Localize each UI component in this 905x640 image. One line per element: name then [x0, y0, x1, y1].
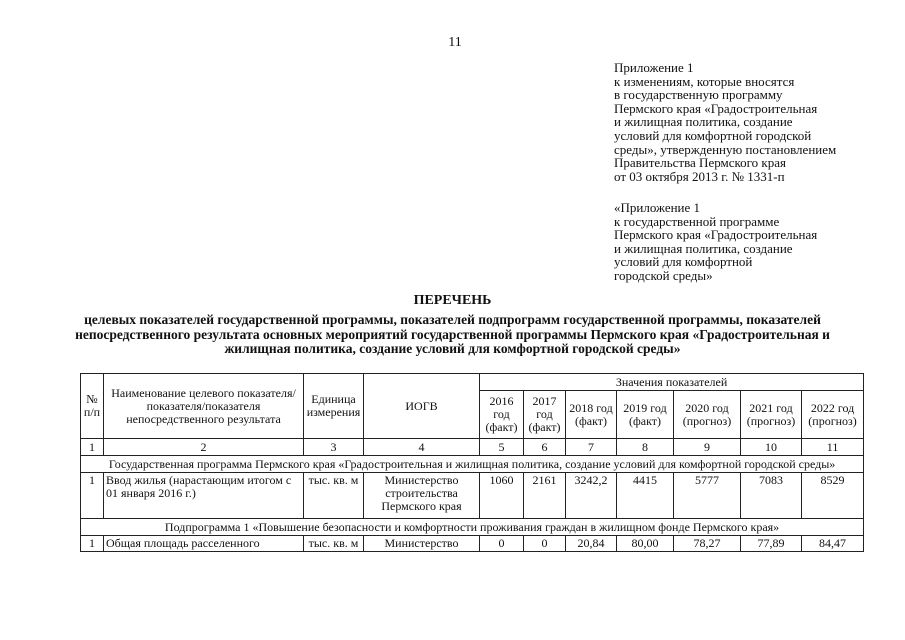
column-index: 2: [104, 439, 304, 456]
row-value: 80,00: [617, 536, 674, 552]
section-title: Государственная программа Пермского края «Градостроительная и жилищная политика, создание условий для комфортной городской среды»: [81, 456, 864, 473]
appendix-program-note: «Приложение 1 к государственной программе Пермского края «Градостроительная и жилищная политика, создание условий для комфортной городской среды»: [614, 200, 818, 283]
row-value: 3242,2: [566, 473, 617, 519]
row-value: 5777: [674, 473, 741, 519]
row-value: 20,84: [566, 536, 617, 552]
row-value: 7083: [741, 473, 802, 519]
row-value: 8529: [802, 473, 864, 519]
header-year: 2021 год (прогноз): [741, 391, 802, 439]
column-index: 11: [802, 439, 864, 456]
row-indicator-name: Общая площадь расселенного: [104, 536, 304, 552]
row-value: 1060: [480, 473, 524, 519]
header-values-group: Значения показателей: [480, 374, 864, 391]
column-index: 10: [741, 439, 802, 456]
column-index: 1: [81, 439, 104, 456]
row-unit: тыс. кв. м: [304, 536, 364, 552]
column-index: 9: [674, 439, 741, 456]
document-title: ПЕРЕЧЕНЬ: [413, 293, 492, 308]
header-unit: Единица измерения: [304, 374, 364, 439]
row-iogv: Министерство: [364, 536, 480, 552]
table-header-row: [81, 374, 864, 391]
appendix-amendment-note: Приложение 1 к изменениям, которые вносятся в государственную программу Пермского края «Градостроительная и жилищная политика, создание условий для комфортной городской среды», утвержденную постановлением Правительства Пермского края от 03 октября 2013 г. № 1331-п: [614, 60, 837, 184]
row-value: 4415: [617, 473, 674, 519]
document-subtitle: целевых показателей государственной программы, показателей подпрограмм государственной программы, показателей непосредственного результата основных мероприятий государственной программы Пермского края «Градостроительная и жилищная политика, создание условий для комфортной городской среды»: [75, 312, 830, 356]
row-value: 2161: [524, 473, 566, 519]
header-num: № п/п: [81, 374, 104, 439]
header-year: 2022 год (прогноз): [802, 391, 864, 439]
section-title: Подпрограмма 1 «Повышение безопасности и комфортности проживания граждан в жилищном фонде Пермского края»: [81, 519, 864, 536]
row-indicator-name: Ввод жилья (нарастающим итогом с 01 января 2016 г.): [104, 473, 304, 519]
row-num: 1: [81, 536, 104, 552]
row-value: 0: [480, 536, 524, 552]
section-row-subprogram: [81, 519, 864, 536]
indicators-table: [80, 373, 864, 552]
header-year: 2017 год (факт): [524, 391, 566, 439]
header-year: 2020 год (прогноз): [674, 391, 741, 439]
header-iogv: ИОГВ: [364, 374, 480, 439]
column-index: 4: [364, 439, 480, 456]
header-year: 2019 год (факт): [617, 391, 674, 439]
column-index: 7: [566, 439, 617, 456]
column-index: 5: [480, 439, 524, 456]
row-num: 1: [81, 473, 104, 519]
column-index-row: [81, 439, 864, 456]
column-index: 8: [617, 439, 674, 456]
table-row: [81, 473, 864, 519]
page-number: 11: [448, 35, 462, 50]
row-value: 77,89: [741, 536, 802, 552]
row-value: 0: [524, 536, 566, 552]
header-year: 2018 год (факт): [566, 391, 617, 439]
table-row: [81, 536, 864, 552]
row-unit: тыс. кв. м: [304, 473, 364, 519]
row-value: 84,47: [802, 536, 864, 552]
header-name: Наименование целевого показателя/показателя/показателя непосредственного результата: [104, 374, 304, 439]
row-value: 78,27: [674, 536, 741, 552]
column-index: 6: [524, 439, 566, 456]
header-year: 2016 год (факт): [480, 391, 524, 439]
column-index: 3: [304, 439, 364, 456]
section-row-program: [81, 456, 864, 473]
row-iogv: Министерство строительства Пермского края: [364, 473, 480, 519]
